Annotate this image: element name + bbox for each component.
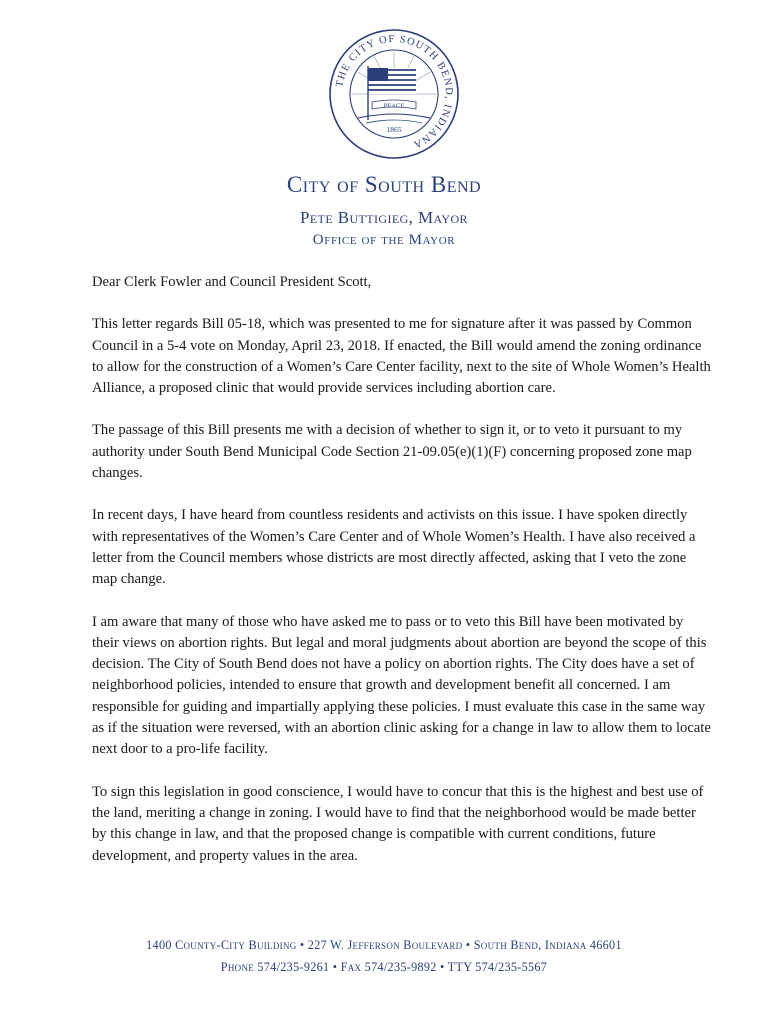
paragraph-2: The passage of this Bill presents me with a decision of whether to sign it, or to veto it pursuant to my authority under South Bend Municipal Code Section 21-09.05(e)(1)(F) concerning proposed zone map changes. [92,422,692,482]
city-seal-icon [328,28,460,160]
salutation: Dear Clerk Fowler and Council President Scott, [92,274,372,290]
paragraph-3: In recent days, I have heard from countless residents and activists on this issue. I have spoken directly with representatives of the Women’s Care Center and of Whole Women’s Health. I have also received a letter from the Council members whose districts are most directly affected, asking that I veto the zone map change. [92,507,696,588]
letterhead-office: Office of the Mayor [312,232,456,248]
letter-body [92,272,712,888]
paragraph-5: To sign this legislation in good conscience, I would have to concur that this is the highest and best use of the land, meriting a change in zoning. I would have to find that the neighborhood would be made better by this change in law, and that the proposed change is compatible with current conditions, future development, and property values in the area. [92,783,704,864]
seal-ring-text: THE CITY OF SOUTH BEND, INDIANA [334,33,455,151]
paragraph-1: This letter regards Bill 05-18, which was presented to me for signature after it was passed by Common Council in a 5-4 vote on Monday, April 23, 2018. If enacted, the Bill would amend the zoning ordinance to allow for the construction of a Women’s Care Center facility, next to the site of Whole Women’s Health Alliance, a proposed clinic that would provide services including abortion care. [92,316,711,397]
paragraph-4: I am aware that many of those who have asked me to pass or to veto this Bill have been motivated by their views on abortion rights. But legal and moral judgments about abortion are beyond the scope of this decision. The City of South Bend does not have a policy on abortion rights. The City does have a set of neighborhood policies, intended to ensure that growth and development benefit all concerned. I am responsible for guiding and impartially applying these policies. I must evaluate this case in the same way as if the situation were reversed, with an abortion clinic asking for a change in law to allow them to locate next door to a pro-life facility. [92,613,711,758]
footer-contact: Phone 574/235-9261 • Fax 574/235-9892 • TTY 574/235-5567 [220,960,548,974]
footer-address: 1400 County-City Building • 227 W. Jefferson Boulevard • South Bend, Indiana 46601 [146,938,622,952]
seal-motto: PEACE [383,102,405,110]
letterhead-city: City of South Bend [286,172,482,197]
flag-icon [368,66,416,120]
letterhead-mayor: Pete Buttigieg, Mayor [300,208,468,227]
seal-year: 1865 [386,125,402,134]
